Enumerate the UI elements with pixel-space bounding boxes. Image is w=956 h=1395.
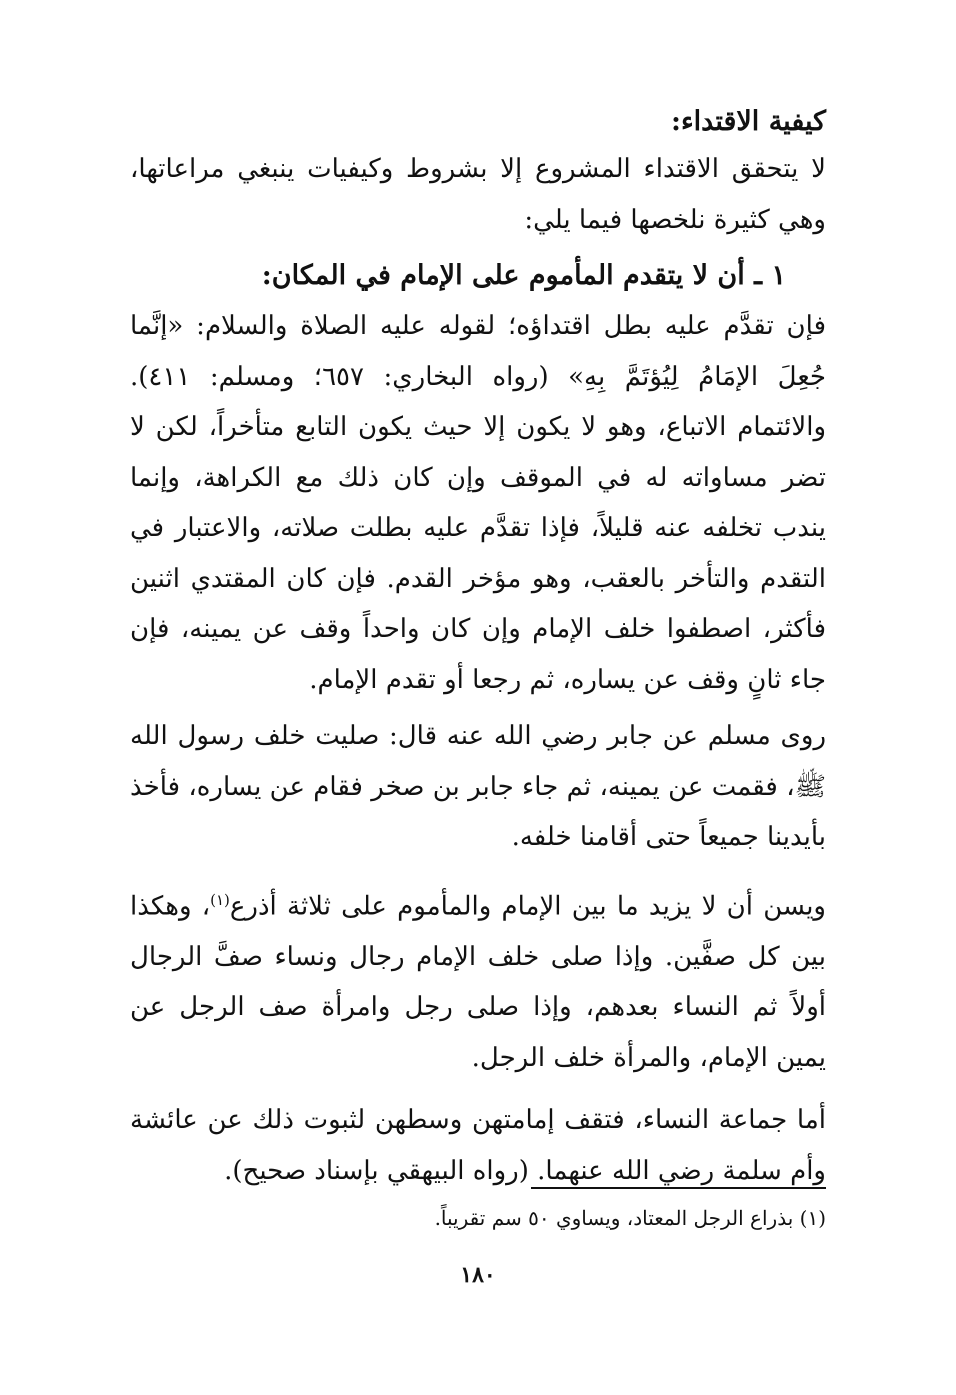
page-number: ١٨٠ [460,1262,496,1288]
paragraph-1: فإن تقدَّم عليه بطل اقتداؤه؛ لقوله عليه الصلاة والسلام: «إنَّما جُعِلَ الإمَامُ لِيُؤتَمَّ بِهِ» (رواه البخاري: ٦٥٧؛ ومسلم: ٤١١). والائتمام الاتباع، وهو لا يكون إلا حيث يكون التابع متأخراً، لكن لا تضر مساواته له في الموقف وإن كان ذلك مع الكراهة، وإنما يندب تخلفه عنه قليلاً، فإذا تقدَّم عليه بطلت صلاته، والاعتبار في التقدم والتأخر بالعقب، وهو مؤخر القدم. فإن كان المقتدي اثنين فأكثر، اصطفوا خلف الإمام وإن كان واحداً وقف عن يمينه، فإن جاء ثانٍ وقف عن يساره، ثم رجعا أو تقدم الإمام. [130,311,826,695]
section-heading: كيفية الاقتداء: [671,106,826,137]
paragraph-3 [130,875,826,1084]
footnote: (١) بذراع الرجل المعتاد، ويساوي ٥٠ سم تقريباً. [434,1206,826,1230]
footnote-marker: (١) [210,890,230,909]
footnote-divider [531,1187,826,1189]
paragraph-3-text-a: ويسن أن لا يزيد ما بين الإمام والمأموم على ثلاثة أذرع [229,891,826,922]
paragraph-4: أما جماعة النساء، فتقف إمامتهن وسطهن لثبوت ذلك عن عائشة وأم سلمة رضي الله عنهما. (رواه البيهقي بإسناد صحيح). [130,1105,826,1186]
paragraph-3-text-b: ، وهكذا بين كل صفَّين. وإذا صلى خلف الإمام رجال ونساء صفَّ الرجال أولاً ثم النساء بعدهم، وإذا صلى رجل وامرأة صف الرجل عن يمين الإمام، والمرأة خلف الرجل. [130,891,826,1073]
intro-paragraph: لا يتحقق الاقتداء المشروع إلا بشروط وكيفيات ينبغي مراعاتها، وهي كثيرة نلخصها فيما يلي: [130,154,826,235]
condition-heading: ١ ـ أن لا يتقدم المأموم على الإمام في المكان: [261,260,786,291]
page-body [130,100,826,1196]
paragraph-2: روى مسلم عن جابر رضي الله عنه قال: صليت خلف رسول الله ﷺ، فقمت عن يمينه، ثم جاء جابر بن صخر فقام عن يساره، فأخذ بأيدينا جميعاً حتى أقامنا خلفه. [130,721,826,852]
